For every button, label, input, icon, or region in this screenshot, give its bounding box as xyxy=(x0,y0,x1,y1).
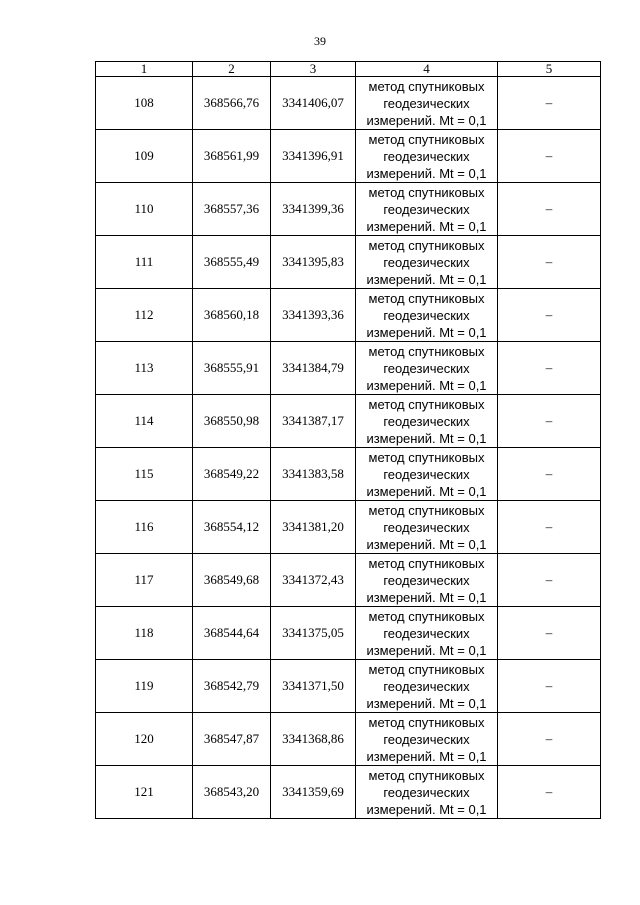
y-coordinate-cell: 3341372,43 xyxy=(271,554,356,607)
table-row xyxy=(96,77,601,130)
x-coordinate-cell: 368566,76 xyxy=(193,77,271,130)
method-cell xyxy=(356,395,498,448)
table-row xyxy=(96,607,601,660)
method-line-1: метод спутниковых xyxy=(368,714,485,730)
table-row xyxy=(96,448,601,501)
method-line-1: метод спутниковых xyxy=(368,131,485,147)
table-row xyxy=(96,183,601,236)
point-number-cell: 119 xyxy=(96,660,193,713)
y-coordinate-cell: 3341381,20 xyxy=(271,501,356,554)
method-line-2: геодезических xyxy=(383,784,470,800)
point-number-cell: 110 xyxy=(96,183,193,236)
table-header xyxy=(96,62,601,77)
method-line-3: измерений. Mt = 0,1 xyxy=(366,695,487,711)
table-body xyxy=(96,77,601,819)
note-cell: – xyxy=(498,395,601,448)
x-coordinate-cell: 368555,91 xyxy=(193,342,271,395)
method-line-1: метод спутниковых xyxy=(368,502,485,518)
x-coordinate-cell: 368557,36 xyxy=(193,183,271,236)
y-coordinate-cell: 3341368,86 xyxy=(271,713,356,766)
method-cell xyxy=(356,236,498,289)
x-coordinate-cell: 368554,12 xyxy=(193,501,271,554)
table-row xyxy=(96,554,601,607)
method-line-1: метод спутниковых xyxy=(368,78,485,94)
y-coordinate-cell: 3341393,36 xyxy=(271,289,356,342)
y-coordinate-cell: 3341399,36 xyxy=(271,183,356,236)
method-cell xyxy=(356,660,498,713)
method-line-1: метод спутниковых xyxy=(368,555,485,571)
method-line-1: метод спутниковых xyxy=(368,396,485,412)
point-number-cell: 117 xyxy=(96,554,193,607)
point-number-cell: 118 xyxy=(96,607,193,660)
method-line-1: метод спутниковых xyxy=(368,449,485,465)
table-row xyxy=(96,501,601,554)
note-cell: – xyxy=(498,130,601,183)
method-line-2: геодезических xyxy=(383,201,470,217)
x-coordinate-cell: 368549,22 xyxy=(193,448,271,501)
method-cell xyxy=(356,713,498,766)
method-line-2: геодезических xyxy=(383,148,470,164)
method-line-3: измерений. Mt = 0,1 xyxy=(366,642,487,658)
method-line-1: метод спутниковых xyxy=(368,237,485,253)
header-col-2: 2 xyxy=(193,62,271,77)
y-coordinate-cell: 3341395,83 xyxy=(271,236,356,289)
point-number-cell: 116 xyxy=(96,501,193,554)
point-number-cell: 120 xyxy=(96,713,193,766)
point-number-cell: 112 xyxy=(96,289,193,342)
method-line-1: метод спутниковых xyxy=(368,661,485,677)
y-coordinate-cell: 3341396,91 xyxy=(271,130,356,183)
x-coordinate-cell: 368544,64 xyxy=(193,607,271,660)
x-coordinate-cell: 368560,18 xyxy=(193,289,271,342)
y-coordinate-cell: 3341375,05 xyxy=(271,607,356,660)
table-row xyxy=(96,130,601,183)
method-cell xyxy=(356,607,498,660)
y-coordinate-cell: 3341406,07 xyxy=(271,77,356,130)
method-line-3: измерений. Mt = 0,1 xyxy=(366,112,487,128)
x-coordinate-cell: 368549,68 xyxy=(193,554,271,607)
y-coordinate-cell: 3341387,17 xyxy=(271,395,356,448)
method-line-1: метод спутниковых xyxy=(368,608,485,624)
method-line-2: геодезических xyxy=(383,360,470,376)
method-line-3: измерений. Mt = 0,1 xyxy=(366,218,487,234)
method-line-3: измерений. Mt = 0,1 xyxy=(366,801,487,817)
note-cell: – xyxy=(498,607,601,660)
method-line-3: измерений. Mt = 0,1 xyxy=(366,377,487,393)
method-cell xyxy=(356,77,498,130)
note-cell: – xyxy=(498,501,601,554)
note-cell: – xyxy=(498,660,601,713)
method-cell xyxy=(356,342,498,395)
method-line-1: метод спутниковых xyxy=(368,184,485,200)
table-row xyxy=(96,766,601,819)
note-cell: – xyxy=(498,183,601,236)
note-cell: – xyxy=(498,77,601,130)
point-number-cell: 111 xyxy=(96,236,193,289)
x-coordinate-cell: 368547,87 xyxy=(193,713,271,766)
method-line-2: геодезических xyxy=(383,413,470,429)
table-row xyxy=(96,236,601,289)
point-number-cell: 121 xyxy=(96,766,193,819)
method-line-3: измерений. Mt = 0,1 xyxy=(366,483,487,499)
method-line-3: измерений. Mt = 0,1 xyxy=(366,324,487,340)
method-line-2: геодезических xyxy=(383,466,470,482)
y-coordinate-cell: 3341384,79 xyxy=(271,342,356,395)
method-line-2: геодезических xyxy=(383,254,470,270)
note-cell: – xyxy=(498,554,601,607)
point-number-cell: 114 xyxy=(96,395,193,448)
method-cell xyxy=(356,183,498,236)
method-line-3: измерений. Mt = 0,1 xyxy=(366,430,487,446)
x-coordinate-cell: 368542,79 xyxy=(193,660,271,713)
header-row xyxy=(96,62,601,77)
header-col-1: 1 xyxy=(96,62,193,77)
x-coordinate-cell: 368550,98 xyxy=(193,395,271,448)
method-line-2: геодезических xyxy=(383,307,470,323)
x-coordinate-cell: 368555,49 xyxy=(193,236,271,289)
y-coordinate-cell: 3341383,58 xyxy=(271,448,356,501)
note-cell: – xyxy=(498,713,601,766)
method-line-1: метод спутниковых xyxy=(368,767,485,783)
header-col-4: 4 xyxy=(356,62,498,77)
y-coordinate-cell: 3341359,69 xyxy=(271,766,356,819)
table-row xyxy=(96,289,601,342)
table-row xyxy=(96,395,601,448)
method-cell xyxy=(356,289,498,342)
note-cell: – xyxy=(498,448,601,501)
method-line-1: метод спутниковых xyxy=(368,343,485,359)
note-cell: – xyxy=(498,236,601,289)
method-line-2: геодезических xyxy=(383,95,470,111)
method-line-2: геодезических xyxy=(383,625,470,641)
point-number-cell: 115 xyxy=(96,448,193,501)
x-coordinate-cell: 368543,20 xyxy=(193,766,271,819)
point-number-cell: 108 xyxy=(96,77,193,130)
method-line-3: измерений. Mt = 0,1 xyxy=(366,748,487,764)
method-cell xyxy=(356,501,498,554)
note-cell: – xyxy=(498,766,601,819)
method-cell xyxy=(356,766,498,819)
y-coordinate-cell: 3341371,50 xyxy=(271,660,356,713)
x-coordinate-cell: 368561,99 xyxy=(193,130,271,183)
table-row xyxy=(96,660,601,713)
method-cell xyxy=(356,448,498,501)
header-col-5: 5 xyxy=(498,62,601,77)
table-row xyxy=(96,342,601,395)
method-line-2: геодезических xyxy=(383,519,470,535)
method-line-2: геодезических xyxy=(383,731,470,747)
method-line-3: измерений. Mt = 0,1 xyxy=(366,536,487,552)
page-number: 39 xyxy=(314,34,326,48)
method-line-3: измерений. Mt = 0,1 xyxy=(366,165,487,181)
note-cell: – xyxy=(498,342,601,395)
method-line-2: геодезических xyxy=(383,572,470,588)
point-number-cell: 113 xyxy=(96,342,193,395)
method-cell xyxy=(356,130,498,183)
note-cell: – xyxy=(498,289,601,342)
point-number-cell: 109 xyxy=(96,130,193,183)
header-col-3: 3 xyxy=(271,62,356,77)
table-row xyxy=(96,713,601,766)
method-line-3: измерений. Mt = 0,1 xyxy=(366,589,487,605)
coordinates-table xyxy=(95,61,601,819)
method-line-1: метод спутниковых xyxy=(368,290,485,306)
method-cell xyxy=(356,554,498,607)
method-line-3: измерений. Mt = 0,1 xyxy=(366,271,487,287)
method-line-2: геодезических xyxy=(383,678,470,694)
